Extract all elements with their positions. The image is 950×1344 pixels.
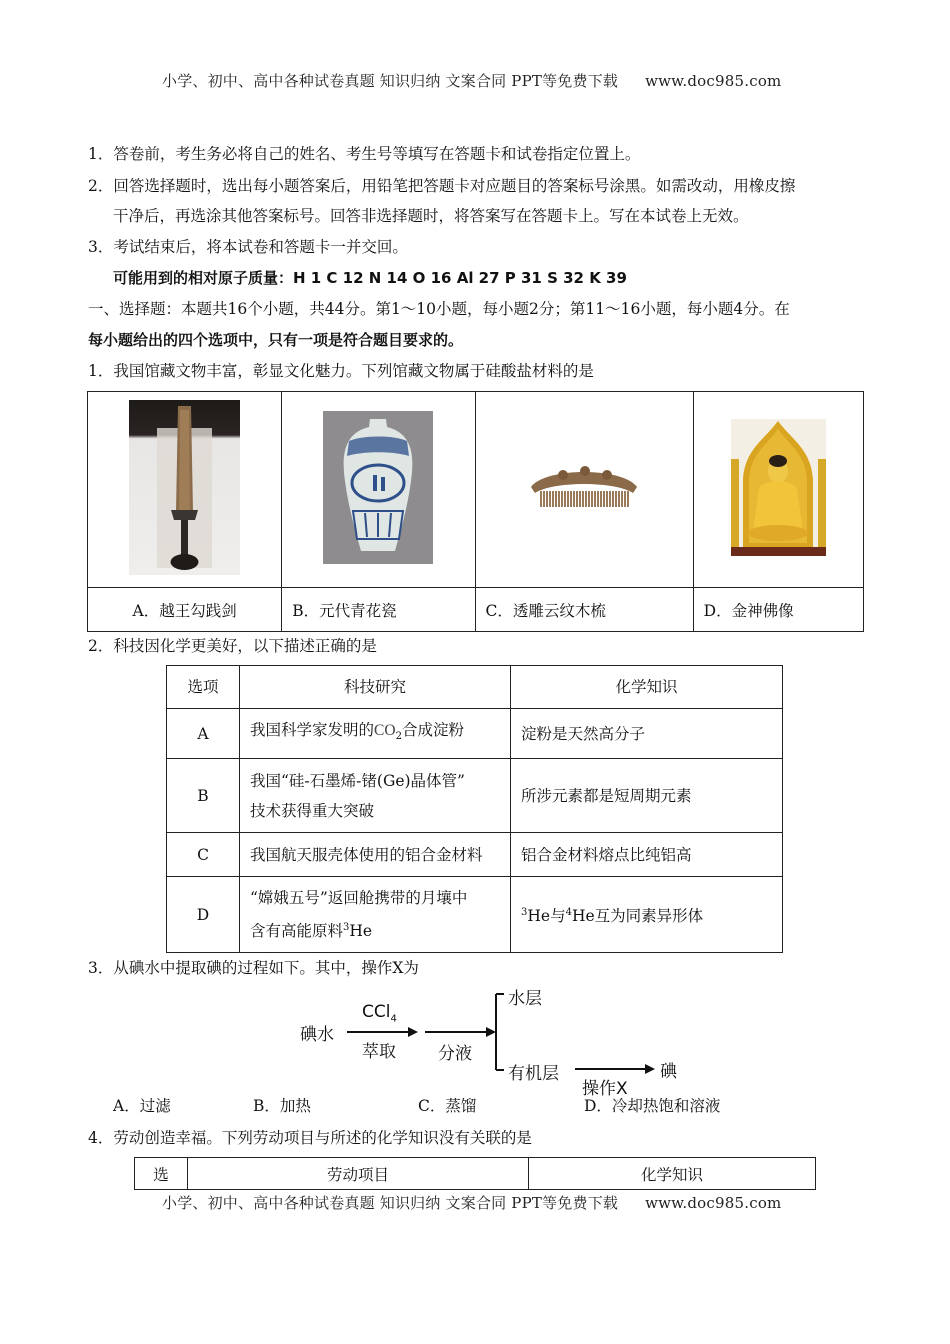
q2-row-a-research: 我国科学家发明的$CO_2$合成淀粉 [240, 709, 511, 759]
q3-option-d[interactable]: D．冷却热饱和溶液 [584, 1097, 721, 1115]
q3-option-c[interactable]: C．蒸馏 [418, 1097, 477, 1115]
q2-row-d [167, 877, 783, 953]
diagram-step-extract: 萃取 [362, 1042, 396, 1062]
q2-table [166, 665, 783, 953]
note-3: 3．考试结束后，将本试卷和答题卡一并交回。 [88, 238, 408, 256]
q1-options-table [87, 391, 864, 632]
porcelain-vase-image [323, 411, 433, 564]
header-url[interactable]: www.doc985.com [645, 72, 782, 90]
diagram-start: 碘水 [300, 1025, 334, 1045]
q2-header-knowledge: 化学知识 [511, 666, 783, 709]
buddha-statue-image [731, 419, 826, 556]
iodine-extraction-diagram [290, 982, 690, 1099]
q1-option-d-image-cell[interactable] [693, 392, 863, 588]
q2-row-a [167, 709, 783, 759]
note-2: 2．回答选择题时，选出每小题答案后，用铅笔把答题卡对应题目的答案标号涂黑。如需改动，用橡皮擦 [88, 177, 796, 195]
note-1: 1．答卷前，考生务必将自己的姓名、考生号等填写在答题卡和试卷指定位置上。 [88, 145, 641, 163]
q3-stem: 3．从碘水中提取碘的过程如下。其中，操作X为 [88, 959, 419, 977]
q4-table [134, 1157, 816, 1190]
bronze-sword-image [129, 400, 240, 575]
atomic-masses: 可能用到的相对原子质量：H 1 C 12 N 14 O 16 Al 27 P 31 S 32 K 39 [113, 269, 627, 287]
q2-row-c-option: C [167, 833, 240, 877]
section-one-line2: 每小题给出的四个选项中，只有一项是符合题目要求的。 [88, 331, 464, 349]
page-header [162, 70, 781, 91]
q2-row-d-option: D [167, 877, 240, 953]
q4-header-labor: 劳动项目 [188, 1158, 529, 1190]
q4-header-option: 选 [135, 1158, 188, 1190]
q2-stem: 2．科技因化学更美好，以下描述正确的是 [88, 637, 377, 655]
q2-row-b [167, 759, 783, 833]
q2-row-a-option: A [167, 709, 240, 759]
q2-row-c-research: 我国航天服壳体使用的铝合金材料 [240, 833, 511, 877]
page-footer [162, 1192, 781, 1213]
q4-header-knowledge: 化学知识 [529, 1158, 816, 1190]
footer-url[interactable]: www.doc985.com [645, 1194, 782, 1212]
q1-option-b-image-cell[interactable] [282, 392, 475, 588]
q2-row-c [167, 833, 783, 877]
flow-arrows-icon [290, 982, 690, 1092]
diagram-step-separate: 分液 [438, 1044, 472, 1064]
diagram-organic-layer: 有机层 [508, 1064, 559, 1084]
q2-row-c-knowledge: 铝合金材料熔点比纯铝高 [511, 833, 783, 877]
header-text: 小学、初中、高中各种试卷真题 知识归纳 文案合同 PPT等免费下载 [162, 72, 619, 90]
diagram-product: 碘 [660, 1062, 677, 1082]
q1-option-c-image-cell[interactable] [475, 392, 693, 588]
diagram-water-layer: 水层 [508, 989, 542, 1009]
q2-row-a-knowledge: 淀粉是天然高分子 [511, 709, 783, 759]
diagram-step-x: 操作X [582, 1079, 628, 1099]
section-one-line1: 一、选择题：本题共16个小题，共44分。第1～10小题，每小题2分；第11～16小题，每小题4分。在 [88, 300, 790, 318]
q1-option-b[interactable]: B．元代青花瓷 [282, 588, 475, 632]
q4-stem: 4．劳动创造幸福。下列劳动项目与所述的化学知识没有关联的是 [88, 1129, 532, 1147]
q1-option-a-image-cell[interactable] [88, 392, 282, 588]
q1-stem: 1．我国馆藏文物丰富，彰显文化魅力。下列馆藏文物属于硅酸盐材料的是 [88, 362, 594, 380]
q2-header-research: 科技研究 [240, 666, 511, 709]
q3-option-a[interactable]: A．过滤 [113, 1097, 171, 1115]
q2-row-b-option: B [167, 759, 240, 833]
footer-text: 小学、初中、高中各种试卷真题 知识归纳 文案合同 PPT等免费下载 [162, 1194, 619, 1212]
q2-row-d-knowledge: $^3$He与$^4$He互为同素异形体 [511, 877, 783, 953]
q2-row-b-knowledge: 所涉元素都是短周期元素 [511, 759, 783, 833]
wooden-comb-image [525, 463, 643, 513]
note-2-cont: 干净后，再选涂其他答案标号。回答非选择题时，将答案写在答题卡上。写在本试卷上无效。 [113, 207, 749, 225]
q3-option-b[interactable]: B．加热 [253, 1097, 311, 1115]
q1-option-c[interactable]: C．透雕云纹木梳 [475, 588, 693, 632]
q1-option-d[interactable]: D．金神佛像 [693, 588, 863, 632]
q2-header-option: 选项 [167, 666, 240, 709]
q1-option-a[interactable]: A．越王勾践剑 [88, 588, 282, 632]
diagram-reagent: CCl$_4$ [362, 1002, 397, 1025]
q2-row-b-research: 我国“硅-石墨烯-锗(Ge)晶体管” 技术获得重大突破 [240, 759, 511, 833]
q2-row-d-research: “嫦娥五号”返回舱携带的月壤中 含有高能原料$^3$He [240, 877, 511, 953]
